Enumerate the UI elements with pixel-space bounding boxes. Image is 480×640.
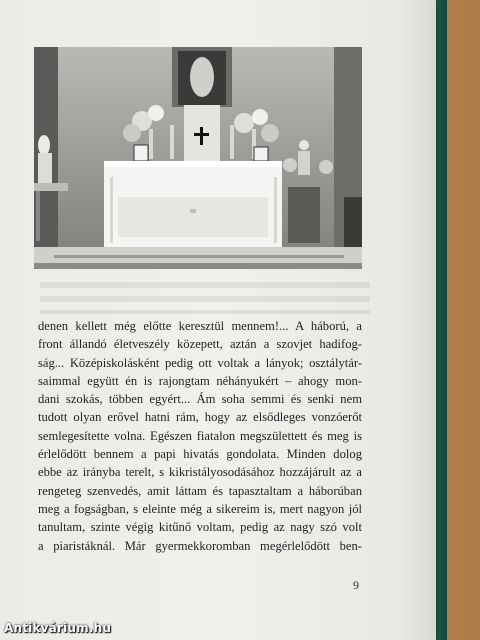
text-line: semlegesítette volna. Egészen fiatalon megszülettett és meg is — [38, 428, 362, 443]
text-line: front állandó életveszély közepett, aztán a szovjet hadifog- — [38, 337, 362, 352]
body-paragraph — [38, 317, 362, 555]
text-line: érlelődött bennem a papi hivatás gondolata. Minden dolog — [38, 447, 362, 462]
altar-photo-image — [34, 47, 362, 269]
text-line: a piaristáknál. Már gyermekkoromban megérlelődött ben- — [38, 538, 362, 553]
show-through-text — [40, 282, 370, 314]
text-line: rengeteg szenvedés, amit láttam és tapasztaltam a háborúban — [38, 483, 362, 498]
text-line: dani szokás, többen egyért... Ám soha semmi és senki nem — [38, 392, 362, 407]
text-line: saimmal együtt én is rajongtam néhányukért – ahogy mon- — [38, 373, 362, 388]
text-line: ság... Középiskolásként pedig ott voltak a lányok; osztálytár- — [38, 355, 362, 370]
altar-photograph — [34, 47, 362, 269]
site-watermark: Antikvárium.hu — [4, 621, 112, 635]
text-line: meg a fogságban, s eleinte még a sikereim is, mert nagyon jól — [38, 501, 362, 516]
text-line: tudott olyan erővel hatni rám, hogy az elsődleges vonzóerőt — [38, 410, 362, 425]
text-line: denen kellett még előtte keresztül mennem!... A háború, a — [38, 319, 362, 333]
text-line: tanultam, szinte végig kitűnő voltam, pedig az nagy szó volt — [38, 520, 362, 535]
text-line: ebbe az irányba terelt, s kikristályosodásához hozzájárult az a — [38, 465, 362, 480]
page-number: 9 — [353, 578, 359, 592]
